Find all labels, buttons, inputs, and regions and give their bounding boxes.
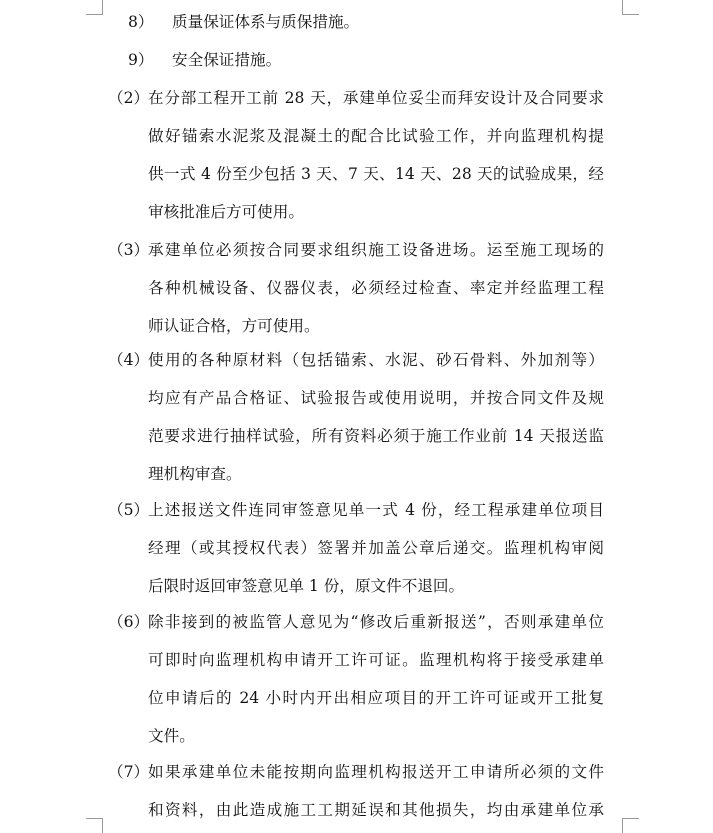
page-corner-mark <box>622 818 639 833</box>
paragraph-line: 审核批准后方可使用。 <box>148 203 304 221</box>
paragraph-line: 上述报送文件连同审签意见单一式 4 份，经工程承建单位项目 <box>148 501 604 519</box>
paragraph-line: 后限时返回审签意见单 1 份，原文件不退回。 <box>148 577 465 595</box>
page-corner-mark <box>86 0 103 15</box>
paragraph-line: 质量保证体系与质保措施。 <box>172 13 360 31</box>
paragraph-line: 范要求进行抽样试验，所有资料必须于施工作业前 14 天报送监 <box>148 427 604 445</box>
paragraph-line: 供一式 4 份至少包括 3 天、7 天、14 天、28 天的试验成果，经 <box>148 165 604 183</box>
paragraph-line: 理机构审查。 <box>148 465 242 483</box>
list-item-number: （3） <box>108 241 150 259</box>
list-item-number: （4） <box>108 351 150 369</box>
list-item-number: （2） <box>108 89 150 107</box>
paragraph-line: 如果承建单位未能按期向监理机构报送开工申请所必须的文件 <box>148 763 604 781</box>
list-item-number: （5） <box>108 501 150 519</box>
list-item-number: （7） <box>108 763 150 781</box>
paragraph-line: 师认证合格，方可使用。 <box>148 317 320 335</box>
paragraph-line: 和资料，由此造成施工工期延误和其他损失，均由承建单位承 <box>148 801 604 819</box>
paragraph-line: 各种机械设备、仪器仪表，必须经过检查、率定并经监理工程 <box>148 279 604 297</box>
paragraph-line: 位申请后的 24 小时内开出相应项目的开工许可证或开工批复 <box>148 689 604 707</box>
paragraph-line: 使用的各种原材料（包括锚索、水泥、砂石骨料、外加剂等） <box>148 351 604 369</box>
paragraph-line: 在分部工程开工前 28 天，承建单位妥尘而拜安设计及合同要求 <box>148 89 604 107</box>
page-corner-mark <box>622 0 639 15</box>
paragraph-line: 经理（或其授权代表）签署并加盖公章后递交。监理机构审阅 <box>148 539 604 557</box>
paragraph-line: 承建单位必须按合同要求组织施工设备进场。运至施工现场的 <box>148 241 604 259</box>
list-item-number: 9） <box>128 51 154 69</box>
paragraph-line: 做好锚索水泥浆及混凝土的配合比试验工作，并向监理机构提 <box>148 127 604 145</box>
paragraph-line: 均应有产品合格证、试验报告或使用说明，并按合同文件及规 <box>148 389 604 407</box>
paragraph-line: 安全保证措施。 <box>172 51 282 69</box>
paragraph-line: 除非接到的被监管人意见为“修改后重新报送”，否则承建单位 <box>148 613 604 631</box>
page-corner-mark <box>86 818 103 833</box>
paragraph-line: 可即时向监理机构申请开工许可证。监理机构将于接受承建单 <box>148 651 604 669</box>
list-item-number: （6） <box>108 613 150 631</box>
paragraph-line: 文件。 <box>148 727 195 745</box>
list-item-number: 8） <box>128 13 154 31</box>
